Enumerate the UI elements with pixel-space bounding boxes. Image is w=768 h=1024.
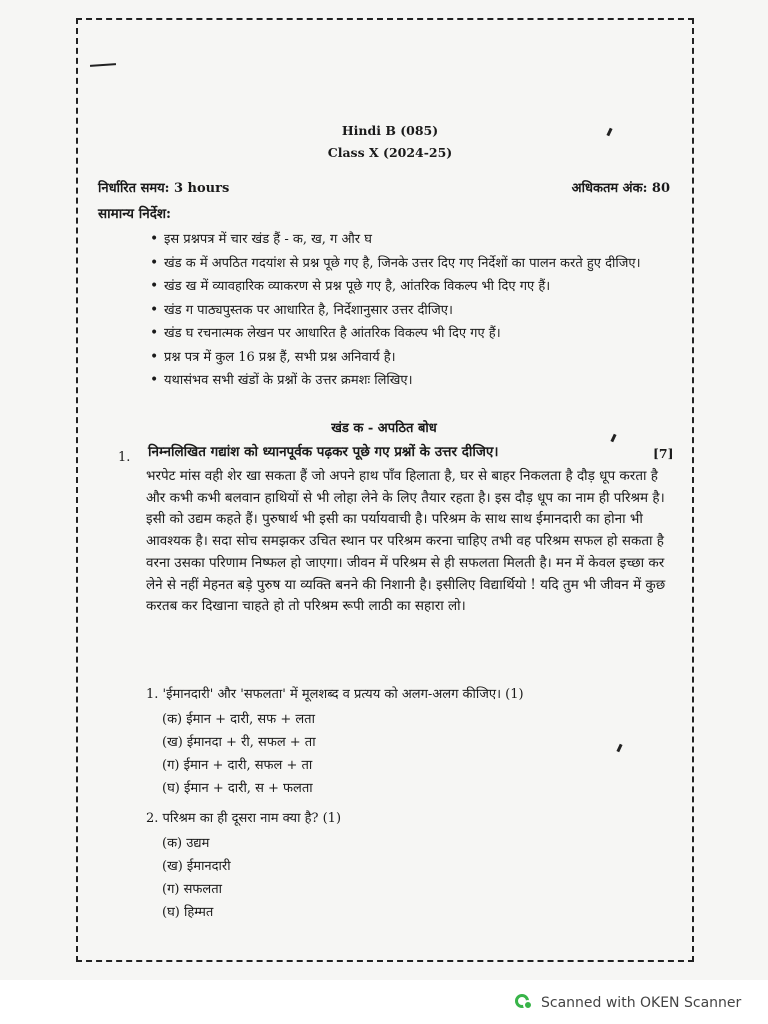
- instruction-item: • खंड क में अपठित गदयांश से प्रश्न पूछे गए है, जिनके उत्तर दिए गए निर्देशों का पालन करते हुए दीजिए।: [150, 252, 670, 276]
- paper-header: [300, 120, 480, 164]
- instruction-item: • इस प्रश्नपत्र में चार खंड हैं - क, ख, ग और घ: [150, 228, 670, 252]
- question-instruction: निम्नलिखित गद्यांश को ध्यानपूर्वक पढ़कर पूछे गए प्रश्नों के उत्तर दीजिए।: [148, 444, 499, 460]
- instruction-item: • खंड ग पाठ्यपुस्तक पर आधारित है, निर्देशानुसार उत्तर दीजिए।: [150, 299, 670, 323]
- subquestion-2: 2. परिश्रम का ही दूसरा नाम क्या है? (1): [146, 811, 342, 826]
- scanner-watermark: [515, 992, 741, 1014]
- unseen-passage: भरपेट मांस वही शेर खा सकता हैं जो अपने हाथ पाँव हिलाता है, घर से बाहर निकलता है दौड़ धूप करता है और कभी कभी बलवान हाथियों से भी लोहा लेने के लिए तैयार रहता है। इस दौड़ धूप का नाम ही परिश्रम है। इसी को उद्यम कहते हैं। पुरुषार्थ भी इसी का पर्यायवाची है। परिश्रम के साथ साथ ईमानदारी का होना भी आवश्यक है। सदा सोच समझकर उचित स्थान पर परिश्रम करना चाहिए तभी वह परिश्रम सफल हो सकता है वरना उसका परिणाम निष्फल हो जाएगा। जीवन में परिश्रम से ही सफलता मिलती है। मन में केवल इच्छा कर लेने से नहीं मेहनत बड़े पुरुष या व्यक्ति बनने की निशानी है। इसीलिए विद्यार्थियो ! यदि तुम भी जीवन में कुछ करतब कर दिखाना चाहते हो तो परिश्रम रूपी लाठी का सहारा लो।: [146, 468, 666, 615]
- subquestion-1: 1. 'ईमानदारी' और 'सफलता' में मूलशब्द व प्रत्यय को अलग-अलग कीजिए। (1): [146, 687, 524, 702]
- class-line: Class X (2024-25): [327, 145, 453, 160]
- subject-title: Hindi B (085): [341, 123, 439, 138]
- instruction-item: • खंड घ रचनात्मक लेखन पर आधारित है आंतरिक विकल्प भी दिए गए हैं।: [150, 322, 670, 346]
- subquestion-2-options: [162, 832, 231, 924]
- option-item: (घ) ईमान + दारी, स + फलता: [162, 781, 313, 796]
- instruction-item: • यथासंभव सभी खंडों के प्रश्नों के उत्तर क्रमशः लिखिए।: [150, 369, 670, 393]
- section-title: खंड क - अपठित बोध: [331, 421, 437, 436]
- subquestion-1-options: [162, 708, 316, 800]
- question-number: 1.: [118, 450, 131, 465]
- option-item: (क) ईमान + दारी, सफ + लता: [162, 712, 315, 727]
- max-marks: अधिकतम अंक: 80: [571, 181, 670, 196]
- instruction-item: • खंड ख में व्यावहारिक व्याकरण से प्रश्न पूछे गए है, आंतरिक विकल्प भी दिए गए हैं।: [150, 275, 670, 299]
- oken-scanner-logo-icon: [515, 994, 533, 1012]
- scanner-watermark-text: Scanned with OKEN Scanner: [541, 995, 742, 1011]
- general-instructions-list: [150, 228, 670, 393]
- instruction-item: • प्रश्न पत्र में कुल 16 प्रश्न हैं, सभी प्रश्न अनिवार्य है।: [150, 346, 670, 370]
- option-item: (क) उद्यम: [162, 836, 210, 851]
- option-item: (ख) ईमानदा + री, सफल + ता: [162, 735, 316, 750]
- option-item: (ग) सफलता: [162, 882, 222, 897]
- question-marks: [7]: [653, 446, 674, 461]
- time-allowed: निर्धारित समय: 3 hours: [98, 181, 230, 196]
- option-item: (घ) हिम्मत: [162, 905, 214, 920]
- option-item: (ग) ईमान + दारी, सफल + ता: [162, 758, 313, 773]
- option-item: (ख) ईमानदारी: [162, 859, 231, 874]
- general-instructions-title: सामान्य निर्देश:: [98, 206, 172, 222]
